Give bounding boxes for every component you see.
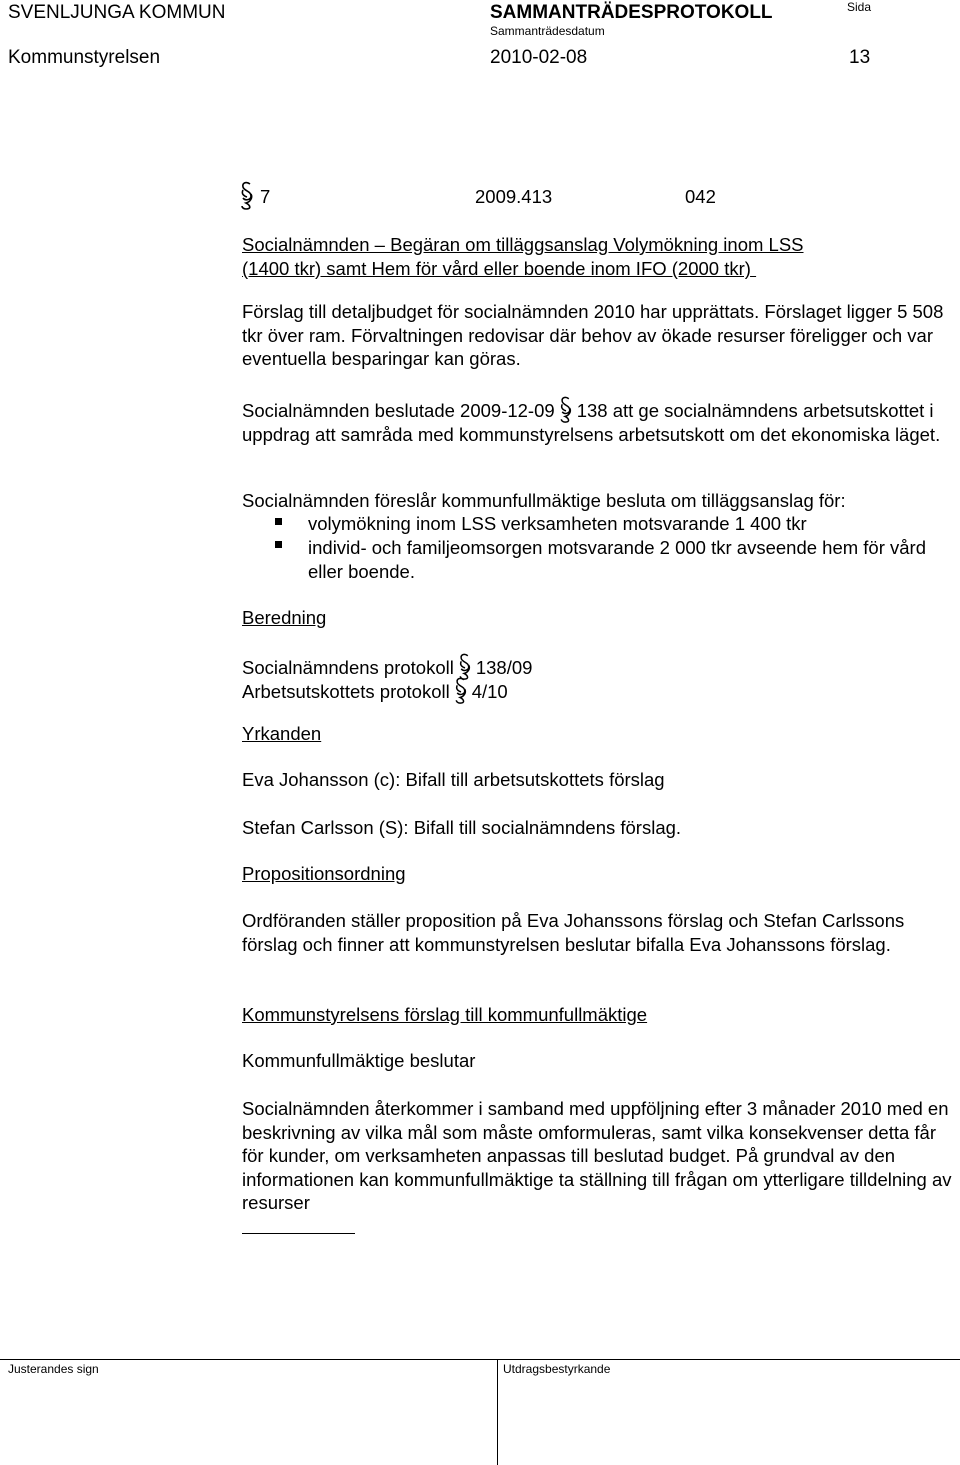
footer-rule (0, 1359, 960, 1360)
item-title-line2 (242, 257, 799, 281)
closing-rule (242, 1233, 355, 1234)
paragraph-decision (242, 1097, 952, 1215)
section-mark (240, 180, 254, 216)
decision-history-after: 138 att ge socialnämndens arbetsutskottet i uppdrag att samråda med kommunstyrelsens arbetsutskott om det ekonomiska läget. (242, 400, 941, 445)
bullet-item-1: volymökning inom LSS verksamheten motsvarande 1 400 tkr (308, 513, 807, 534)
bullet-square-icon (275, 541, 282, 548)
protocol-title: SAMMANTRÄDESPROTOKOLL (490, 2, 773, 23)
date-label: Sammanträdesdatum (490, 24, 605, 38)
reference-au-protocol (242, 676, 508, 704)
yrkande-1: Eva Johansson (c): Bifall till arbetsutskottets förslag (242, 769, 665, 790)
paragraph-decision-history (242, 395, 952, 447)
body-name: Kommunstyrelsen (8, 47, 161, 68)
page-label: Sida (847, 0, 872, 14)
paragraph-proposition-text: Ordföranden ställer proposition på Eva Johanssons förslag och Stefan Carlssons förslag och finner att kommunstyrelsen beslutar bifalla Eva Johanssons förslag. (242, 910, 905, 955)
paragraph-budget (242, 300, 952, 371)
heading-ks-forslag: Kommunstyrelsens förslag till kommunfullmäktige (242, 1004, 648, 1025)
reference-social-number: 138/09 (475, 657, 533, 678)
bullet-item-2: individ- och familjeomsorgen motsvarande 2 000 tkr avseende hem för vård eller boende. (308, 537, 927, 582)
heading-propositionsordning: Propositionsordning (242, 863, 406, 884)
municipality-name: SVENLJUNGA KOMMUN (8, 2, 226, 23)
decision-heading: Kommunfullmäktige beslutar (242, 1050, 476, 1071)
item-title-line1: Socialnämnden – Begäran om tilläggsanslag Volymökning inom LSS (242, 234, 804, 255)
archive-code: 042 (685, 186, 716, 207)
paragraph-proposal-text: Socialnämnden föreslår kommunfullmäktige besluta om tilläggsanslag för: (242, 490, 846, 511)
yrkande-2: Stefan Carlsson (S): Bifall till socialnämndens förslag. (242, 817, 682, 838)
bullet-square-icon (275, 518, 282, 525)
paragraph-proposal (242, 489, 952, 513)
reference-au-label: Arbetsutskottets protokoll (242, 681, 450, 702)
footer-extract-label: Utdragsbestyrkande (503, 1362, 611, 1376)
section-sign-icon (454, 676, 468, 704)
meeting-date: 2010-02-08 (490, 47, 588, 68)
heading-yrkanden: Yrkanden (242, 723, 322, 744)
paragraph-decision-history-text (242, 395, 952, 447)
reference-social-label: Socialnämndens protokoll (242, 657, 454, 678)
section-sign-icon (559, 395, 573, 423)
section-sign-icon (240, 180, 254, 210)
item-title-line2-text: (1400 tkr) samt Hem för vård eller boende inom IFO (2000 tkr) (242, 258, 751, 279)
footer-divider (497, 1359, 498, 1465)
paragraph-proposition (242, 909, 952, 956)
paragraph-decision-text: Socialnämnden återkommer i samband med uppföljning efter 3 månader 2010 med en beskrivning av vilka mål som måste omformuleras, samt vilka konsekvenser detta får för kunder, om verksamheten anpassas till beslutad budget. På grundval av den informationen kan kommunfullmäktige ta ställning till frågan om ytterligare tilldelning av resurser (242, 1098, 952, 1213)
title-underline-tail (751, 257, 799, 281)
footer-sign-label: Justerandes sign (8, 1362, 99, 1376)
decision-history-before: Socialnämnden beslutade 2009-12-09 (242, 400, 555, 421)
section-number: 7 (260, 186, 271, 207)
heading-beredning: Beredning (242, 607, 327, 628)
paragraph-budget-text: Förslag till detaljbudget för socialnämnden 2010 har upprättats. Förslaget ligger 5 508 tkr över ram. Förvaltningen redovisar där behov av ökade resurser föreligger och var eventuella besparingar kan göras. (242, 301, 944, 369)
reference-au-number: 4/10 (471, 681, 508, 702)
page-number: 13 (849, 47, 871, 68)
case-number: 2009.413 (475, 186, 553, 207)
